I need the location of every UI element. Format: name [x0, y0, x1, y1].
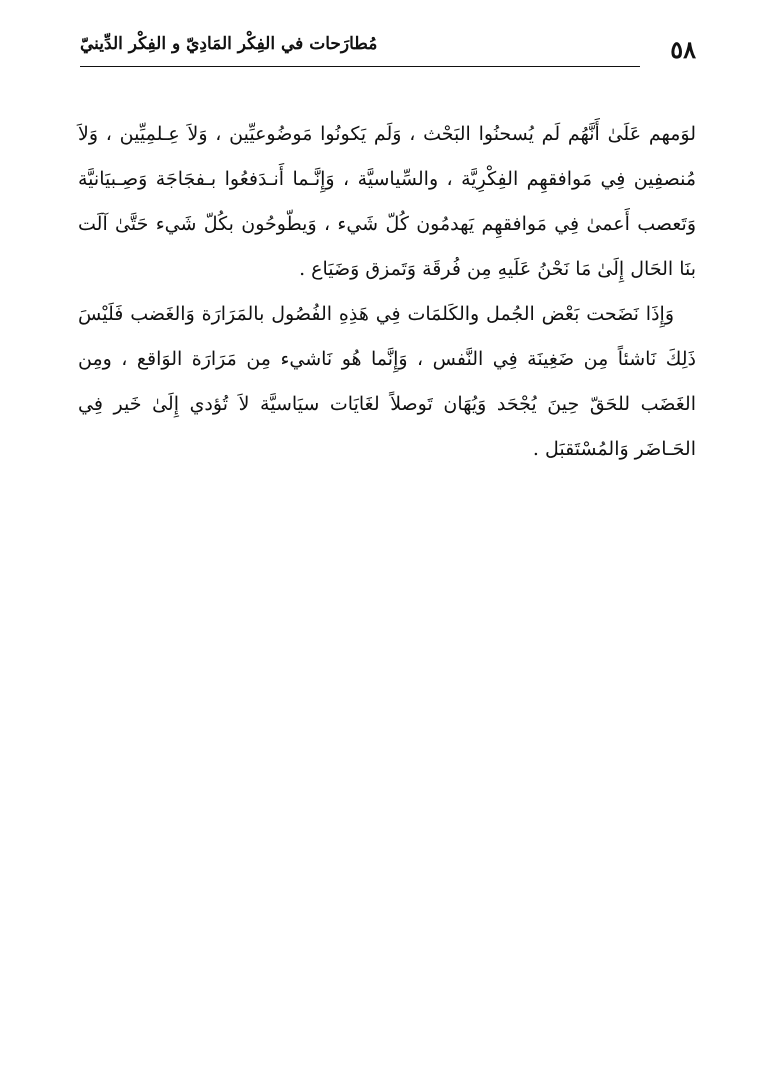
page-number: ٥٨ — [670, 35, 696, 64]
paragraph-1: لوَمهم عَلَىٰ أَنَّهُم لَم يُسحنُوا البَحْث ، وَلَم يَكونُوا مَوضُوعيِّين ، وَلاَ عِـلمِيِّين ، وَلاَ مُنصفِين فِي مَوافقهِم الفِكْرِيَّة ، والسِّياسيَّة ، وَإِنَّـما أَنـدَفعُوا بـفجَاجَة وَصِـبيَانيَّة وَتَعصب أَعمىٰ فِي مَوافقهِم يَهدمُون كُلّ شَيء ، وَيطّوحُون بكُلّ شَيء حَتَّىٰ آلَت بنَا الحَال إِلَىٰ مَا نَحْنُ عَلَيهِ مِن فُرقَة وَتَمزق وَضَيَاع . — [78, 123, 696, 280]
body-text — [78, 112, 696, 472]
running-title: مُطارَحات في الفِكْر المَادِيّ و الفِكْر الدِّينيّ — [80, 34, 378, 54]
page-header — [80, 28, 696, 72]
header-rule — [80, 66, 640, 67]
paragraph-2: وَإِذَا نَضَحت بَعْض الجُمل والكَلمَات فِي هَذِهِ الفُصُول بالمَرَارَة وَالغَضب فَلَيْسَ ذَلِكَ نَاشئاً مِن ضَغِينَة فِي النَّفس ، وَإِنَّما هُو نَاشيء مِن مَرَارَة الوَاقع ، ومِن الغَضَب للحَقّ حِينَ يُجْحَد وَيُهَان تَوصلاً لغَايَات سيَاسيَّة لاَ تُؤدي إِلَىٰ خَير فِي الحَـاضَر وَالمُسْتَقبَل . — [78, 303, 696, 460]
